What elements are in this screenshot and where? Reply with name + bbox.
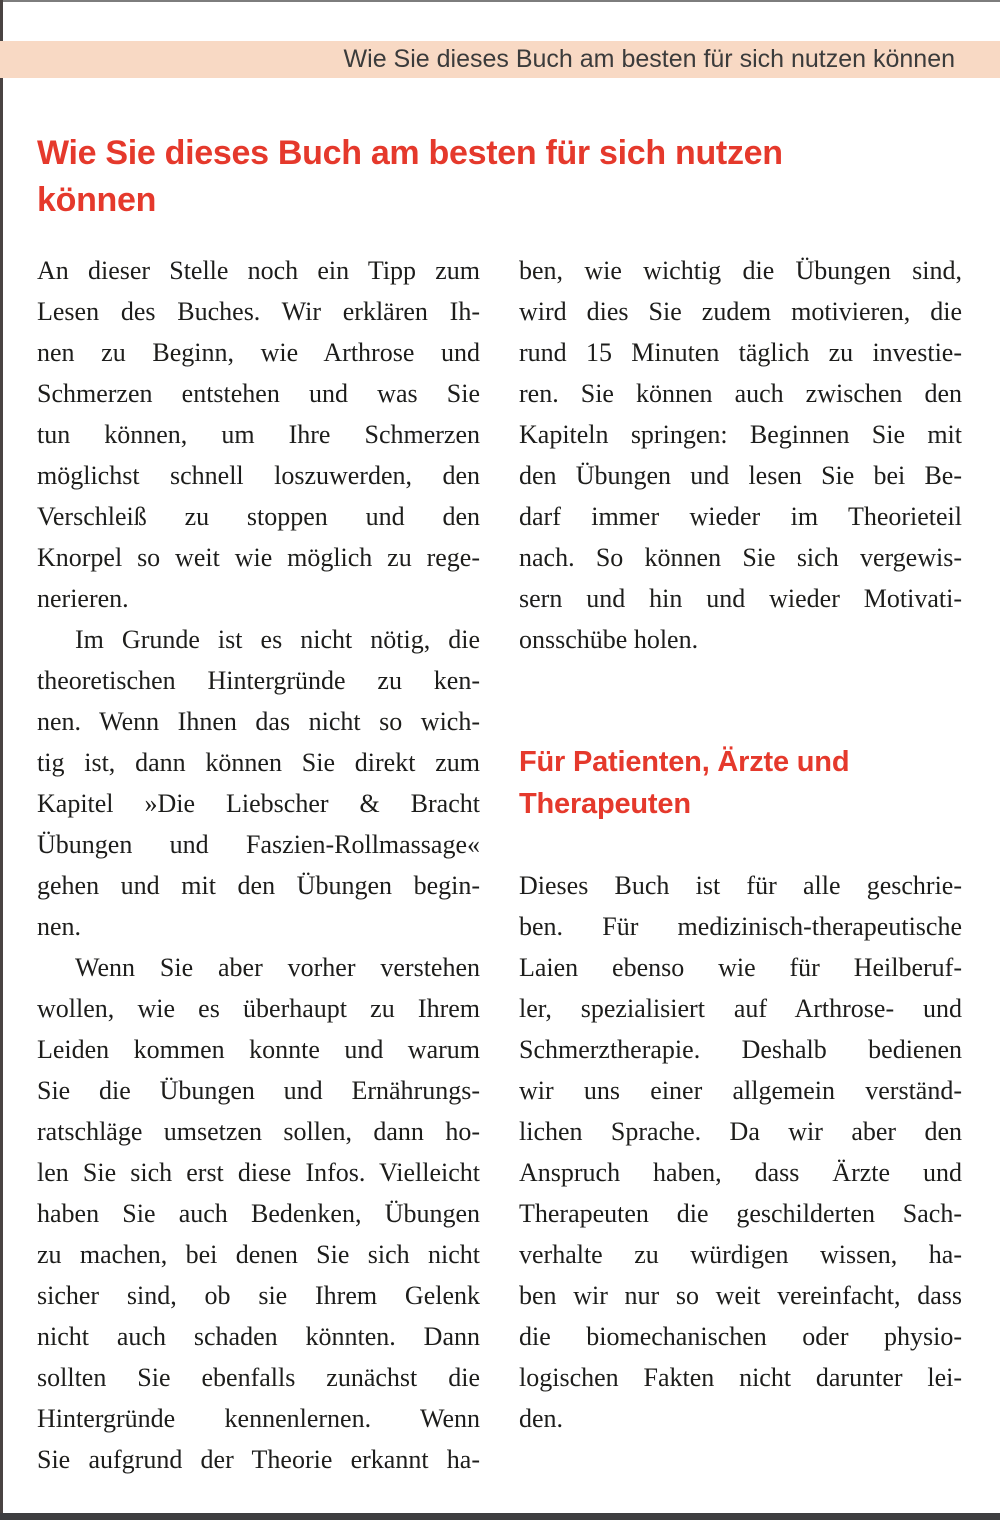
text-line: theoretischen Hintergründe zu ken- xyxy=(37,666,480,695)
text-line: gehen und mit den Übungen begin- xyxy=(37,871,480,900)
text-line: darf immer wieder im Theorieteil xyxy=(519,502,962,531)
text-line: ben wir nur so weit vereinfacht, dass xyxy=(519,1281,962,1310)
page-left-edge xyxy=(0,0,3,1520)
text-line: onsschübe holen. xyxy=(519,625,699,654)
body-paragraph xyxy=(519,865,962,1439)
text-line: Sie die Übungen und Ernährungs- xyxy=(37,1076,480,1105)
text-line: ren. Sie können auch zwischen den xyxy=(519,379,962,408)
text-line: nach. So können Sie sich vergewis- xyxy=(519,543,962,572)
text-line: Therapeuten die geschilderten Sach- xyxy=(519,1199,962,1228)
page-bottom-bar xyxy=(0,1513,1000,1520)
text-line: zu machen, bei denen Sie sich nicht xyxy=(37,1240,480,1269)
text-line: den. xyxy=(519,1404,564,1433)
text-line: rund 15 Minuten täglich zu investie- xyxy=(519,338,962,367)
right-column xyxy=(519,250,962,1480)
text-line: ler, spezialisiert auf Arthrose- und xyxy=(519,994,962,1023)
text-line: wollen, wie es überhaupt zu Ihrem xyxy=(37,994,480,1023)
text-line: nen zu Beginn, wie Arthrose und xyxy=(37,338,480,367)
text-line: haben Sie auch Bedenken, Übungen xyxy=(37,1199,480,1228)
text-line: tun können, um Ihre Schmerzen xyxy=(37,420,480,449)
text-line: logischen Fakten nicht darunter lei- xyxy=(519,1363,962,1392)
text-line: ben. Für medizinisch-therapeutische xyxy=(519,912,962,941)
text-line: Schmerztherapie. Deshalb bedienen xyxy=(519,1035,962,1064)
text-line: nicht auch schaden könnten. Dann xyxy=(37,1322,480,1351)
text-line: tig ist, dann können Sie direkt zum xyxy=(37,748,480,777)
text-line: wir uns einer allgemein verständ- xyxy=(519,1076,962,1105)
text-line: ratschläge umsetzen sollen, dann ho- xyxy=(37,1117,480,1146)
text-line: nen. Wenn Ihnen das nicht so wich- xyxy=(37,707,480,736)
text-line: die biomechanischen oder physio- xyxy=(519,1322,962,1351)
text-line: ben, wie wichtig die Übungen sind, xyxy=(519,256,962,285)
text-line: sollten Sie ebenfalls zunächst die xyxy=(37,1363,480,1392)
page-title-line-2: können xyxy=(37,181,157,219)
body-paragraph xyxy=(37,947,480,1480)
page-title-line-1: Wie Sie dieses Buch am besten für sich nutzen xyxy=(37,134,783,172)
subheading-line: Für Patienten, Ärzte und xyxy=(519,746,850,778)
text-line: sicher sind, ob sie Ihrem Gelenk xyxy=(37,1281,480,1310)
text-line: Verschleiß zu stoppen und den xyxy=(37,502,480,531)
body-paragraph xyxy=(37,250,480,619)
text-line: Leiden kommen konnte und warum xyxy=(37,1035,480,1064)
text-line: sern und hin und wieder Motivati- xyxy=(519,584,962,613)
text-line: den Übungen und lesen Sie bei Be- xyxy=(519,461,962,490)
running-header-bar xyxy=(0,41,1000,78)
text-line: Schmerzen entstehen und was Sie xyxy=(37,379,480,408)
page-title xyxy=(37,130,947,224)
text-line: Laien ebenso wie für Heilberuf- xyxy=(519,953,962,982)
text-line: Kapiteln springen: Beginnen Sie mit xyxy=(519,420,962,449)
text-line: Sie aufgrund der Theorie erkannt ha- xyxy=(37,1445,480,1474)
text-line: Dieses Buch ist für alle geschrie- xyxy=(519,871,962,900)
text-line: Im Grunde ist es nicht nötig, die xyxy=(75,625,480,654)
body-paragraph xyxy=(37,619,480,947)
body-paragraph xyxy=(519,250,962,660)
text-line: nen. xyxy=(37,912,82,941)
text-line: len Sie sich erst diese Infos. Vielleicht xyxy=(37,1158,480,1187)
text-line: Wenn Sie aber vorher verstehen xyxy=(75,953,480,982)
subheading-line: Therapeuten xyxy=(519,788,691,820)
two-column-body xyxy=(37,250,962,1480)
text-line: lichen Sprache. Da wir aber den xyxy=(519,1117,962,1146)
text-line: Anspruch haben, dass Ärzte und xyxy=(519,1158,962,1187)
text-line: möglichst schnell loszuwerden, den xyxy=(37,461,480,490)
text-line: verhalte zu würdigen wissen, ha- xyxy=(519,1240,962,1269)
text-line: Kapitel »Die Liebscher & Bracht xyxy=(37,789,480,818)
section-subheading xyxy=(519,741,962,825)
text-line: nerieren. xyxy=(37,584,129,613)
text-line: Hintergründe kennenlernen. Wenn xyxy=(37,1404,480,1433)
left-column xyxy=(37,250,480,1480)
text-line: wird dies Sie zudem motivieren, die xyxy=(519,297,962,326)
page-top-edge xyxy=(0,0,1000,2)
text-line: Knorpel so weit wie möglich zu rege- xyxy=(37,543,480,572)
text-line: Lesen des Buches. Wir erklären Ih- xyxy=(37,297,480,326)
text-line: An dieser Stelle noch ein Tipp zum xyxy=(37,256,480,285)
text-line: Übungen und Faszien-Rollmassage« xyxy=(37,830,480,859)
running-header-text: Wie Sie dieses Buch am besten für sich nutzen können xyxy=(343,45,955,73)
